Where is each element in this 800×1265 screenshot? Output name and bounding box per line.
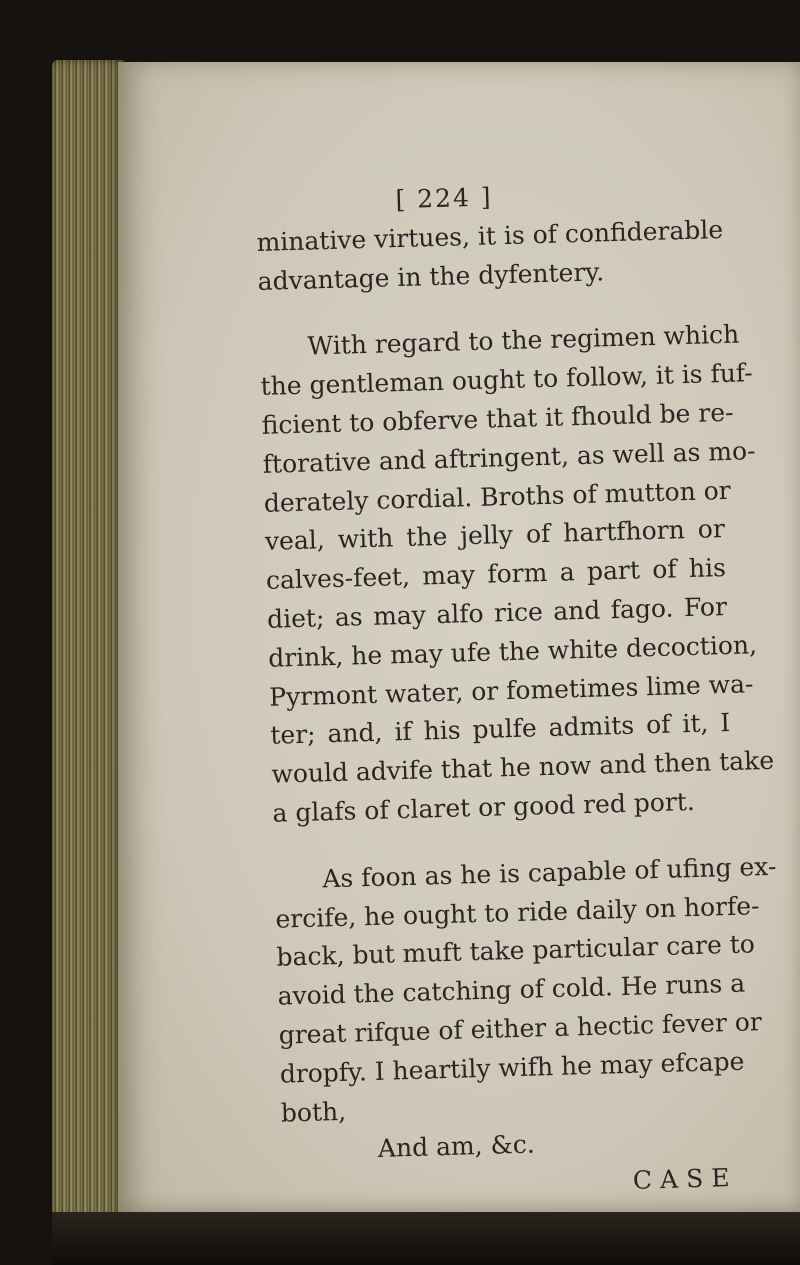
page-number-header: [ 224 ] [395, 182, 493, 215]
bottom-shadow [52, 1212, 800, 1265]
text-line: back, but muft take particular care to [276, 929, 756, 973]
text-line: With regard to the regimen which [307, 319, 740, 361]
text-line: drink, he may ufe the white decoction, [267, 629, 758, 673]
text-line: a glafs of claret or good red port. [272, 786, 696, 828]
page-edges [52, 60, 124, 1220]
text-line: diet; as may alfo rice and fago. For [266, 591, 728, 634]
text-line: minative virtues, it is of confiderable [256, 214, 724, 257]
text-line: advantage in the dyfentery. [257, 256, 605, 296]
text-line: derately cordial. Broths of mutton or [263, 475, 732, 518]
text-line: ftorative and aftringent, as well as mo- [262, 435, 756, 479]
text-line: calves-feet, may form a part of his [265, 553, 727, 596]
text-line: ter; and, if his pulfe admits of it, I [269, 708, 731, 751]
text-line: avoid the catching of cold. He runs a [277, 968, 746, 1011]
text-line: veal, with the jelly of hartfhorn or [264, 514, 726, 557]
closing-line: And am, &c. [377, 1129, 536, 1164]
text-line: dropfy. I heartily wifh he may efcape [279, 1046, 745, 1089]
text-line: As foon as he is capable of ufing ex- [321, 851, 777, 894]
page-text [255, 172, 777, 1210]
text-line: ercife, he ought to ride daily on horfe- [275, 890, 760, 934]
catchword: CASE [632, 1163, 738, 1195]
text-line: ficient to obferve that it fhould be re- [261, 397, 734, 440]
text-line: both, [280, 1096, 347, 1128]
text-line: would advife that he now and then take [271, 745, 775, 789]
text-line: Pyrmont water, or fometimes lime wa- [268, 668, 754, 712]
text-line: great rifque of either a hectic fever or [278, 1007, 763, 1050]
text-line: the gentleman ought to follow, it is fuf- [260, 358, 754, 402]
